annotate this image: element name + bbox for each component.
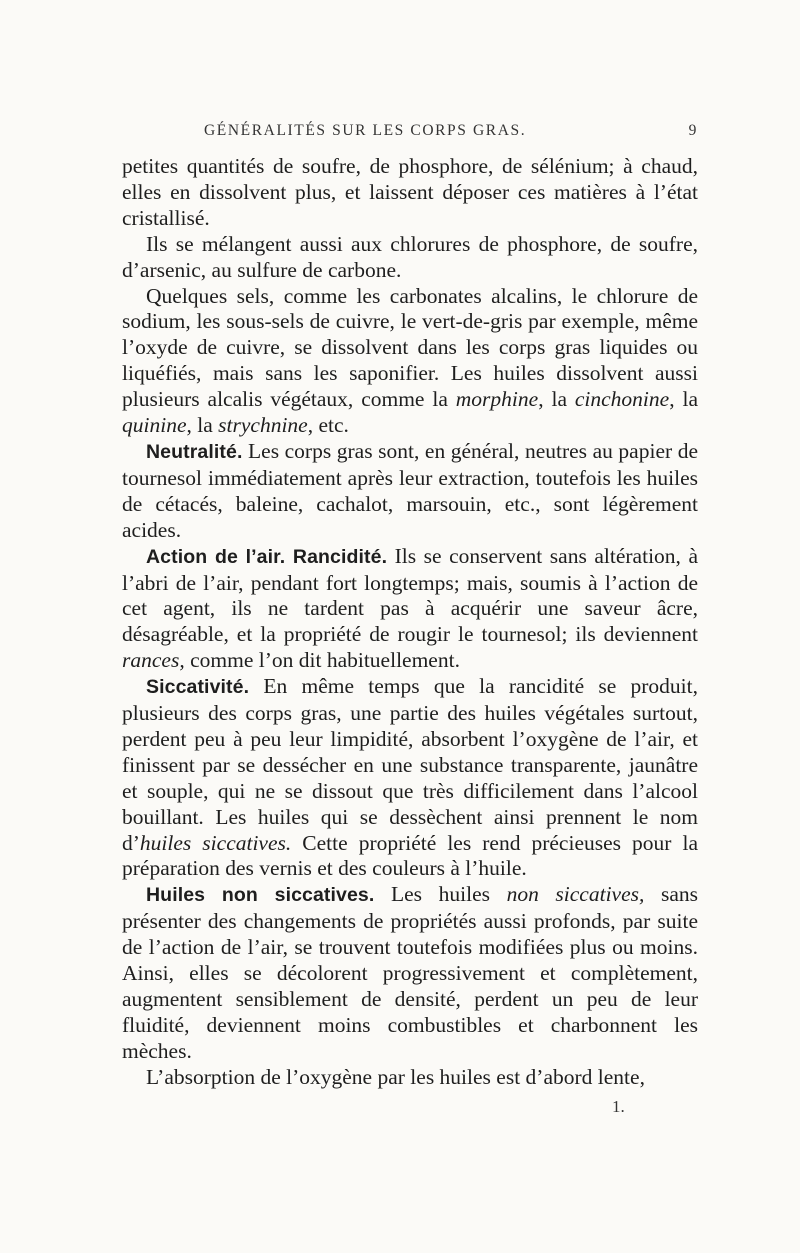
paragraph-action-air bbox=[122, 544, 698, 675]
running-title: GÉNÉRALITÉS SUR LES CORPS GRAS. bbox=[204, 122, 527, 139]
italic-term: morphine bbox=[455, 387, 539, 412]
text: , etc. bbox=[307, 413, 349, 438]
text: Les huiles bbox=[374, 882, 507, 907]
section-heading: Huiles non siccatives. bbox=[146, 884, 375, 907]
text: Les corps gras sont, en général, neutres au papier de tournesol immédiatement après leur extraction, toutefois les huiles de cétacés, baleine, cachalot, marsouin, etc., sont légèrement acides. bbox=[122, 438, 698, 542]
text: comme l’on dit habituellement. bbox=[184, 648, 460, 673]
italic-term: non siccatives, bbox=[506, 882, 645, 907]
paragraph-chlorures: Ils se mélangent aussi aux chlorures de phosphore, de soufre, d’arsenic, au sulfure de carbone. bbox=[122, 231, 698, 282]
text: , la bbox=[186, 413, 219, 438]
section-heading: Action de l’air. Rancidité. bbox=[146, 545, 388, 568]
text: sans présenter des changements de propriétés aussi profonds, par suite de l’action de l’air, se trouvent toutefois modifiées plus ou moins. Ainsi, elles se décolorent progressivement et complètement, augmentent sensiblement de densité, perdent un peu de leur fluidité, deviennent moins combustibles et charbonnent les mèches. bbox=[122, 882, 698, 1063]
paragraph-continued: petites quantités de soufre, de phosphore, de sélénium; à chaud, elles en dissolvent plus, et laissent déposer ces matières à l’état cristallisé. bbox=[122, 154, 698, 230]
italic-term: huiles siccatives. bbox=[139, 830, 292, 855]
italic-term: cinchonine bbox=[574, 387, 670, 412]
text: , la bbox=[538, 387, 575, 412]
paragraph-neutralite bbox=[122, 439, 698, 544]
text: Ils se conservent sans altération, à l’abri de l’air, pendant fort longtemps; mais, soumis à l’action de cet agent, ils ne tardent pas à acquérir une saveur âcre, désagréable, et la propriété de rougir le tournesol; ils deviennent bbox=[122, 543, 698, 647]
page-body bbox=[122, 154, 698, 1091]
paragraph-siccativite bbox=[122, 674, 698, 882]
book-page bbox=[122, 118, 698, 1091]
paragraph-absorption: L’absorption de l’oxygène par les huiles est d’abord lente, bbox=[146, 1064, 645, 1089]
text: Cette propriété les rend précieuses pour la préparation des vernis et des couleurs à l’huile. bbox=[122, 830, 698, 881]
italic-term: quinine bbox=[122, 413, 187, 438]
signature-mark: 1. bbox=[612, 1097, 625, 1116]
text: , la bbox=[669, 387, 698, 412]
paragraph-non-siccatives bbox=[122, 882, 698, 1064]
italic-term: strychnine bbox=[218, 413, 308, 438]
section-heading: Siccativité. bbox=[146, 676, 250, 699]
paragraph-sels bbox=[122, 284, 698, 439]
running-header bbox=[122, 118, 698, 154]
text: Quelques sels, comme les carbonates alcalins, le chlorure de sodium, les sous-sels de cuivre, le vert-de-gris par exemple, même l’oxyde de cuivre, se dissolvent dans les corps gras liquides ou liquéfiés, mais sans les saponifier. Les huiles dissolvent aussi plusieurs alcalis végétaux, comme la bbox=[122, 283, 698, 412]
text: En même temps que la rancidité se produit, plusieurs des corps gras, une partie des huiles végétales surtout, perdent peu à peu leur limpidité, absorbent l’oxygène de l’air, et finissent par se dessécher en une substance transparente, jaunâtre et souple, qui ne se dissout que très difficilement dans l’alcool bouillant. Les huiles qui se dessèchent ainsi prennent le nom d’ bbox=[122, 674, 698, 855]
page-number: 9 bbox=[688, 122, 698, 139]
italic-term: rances, bbox=[122, 648, 185, 673]
section-heading: Neutralité. bbox=[146, 440, 243, 463]
